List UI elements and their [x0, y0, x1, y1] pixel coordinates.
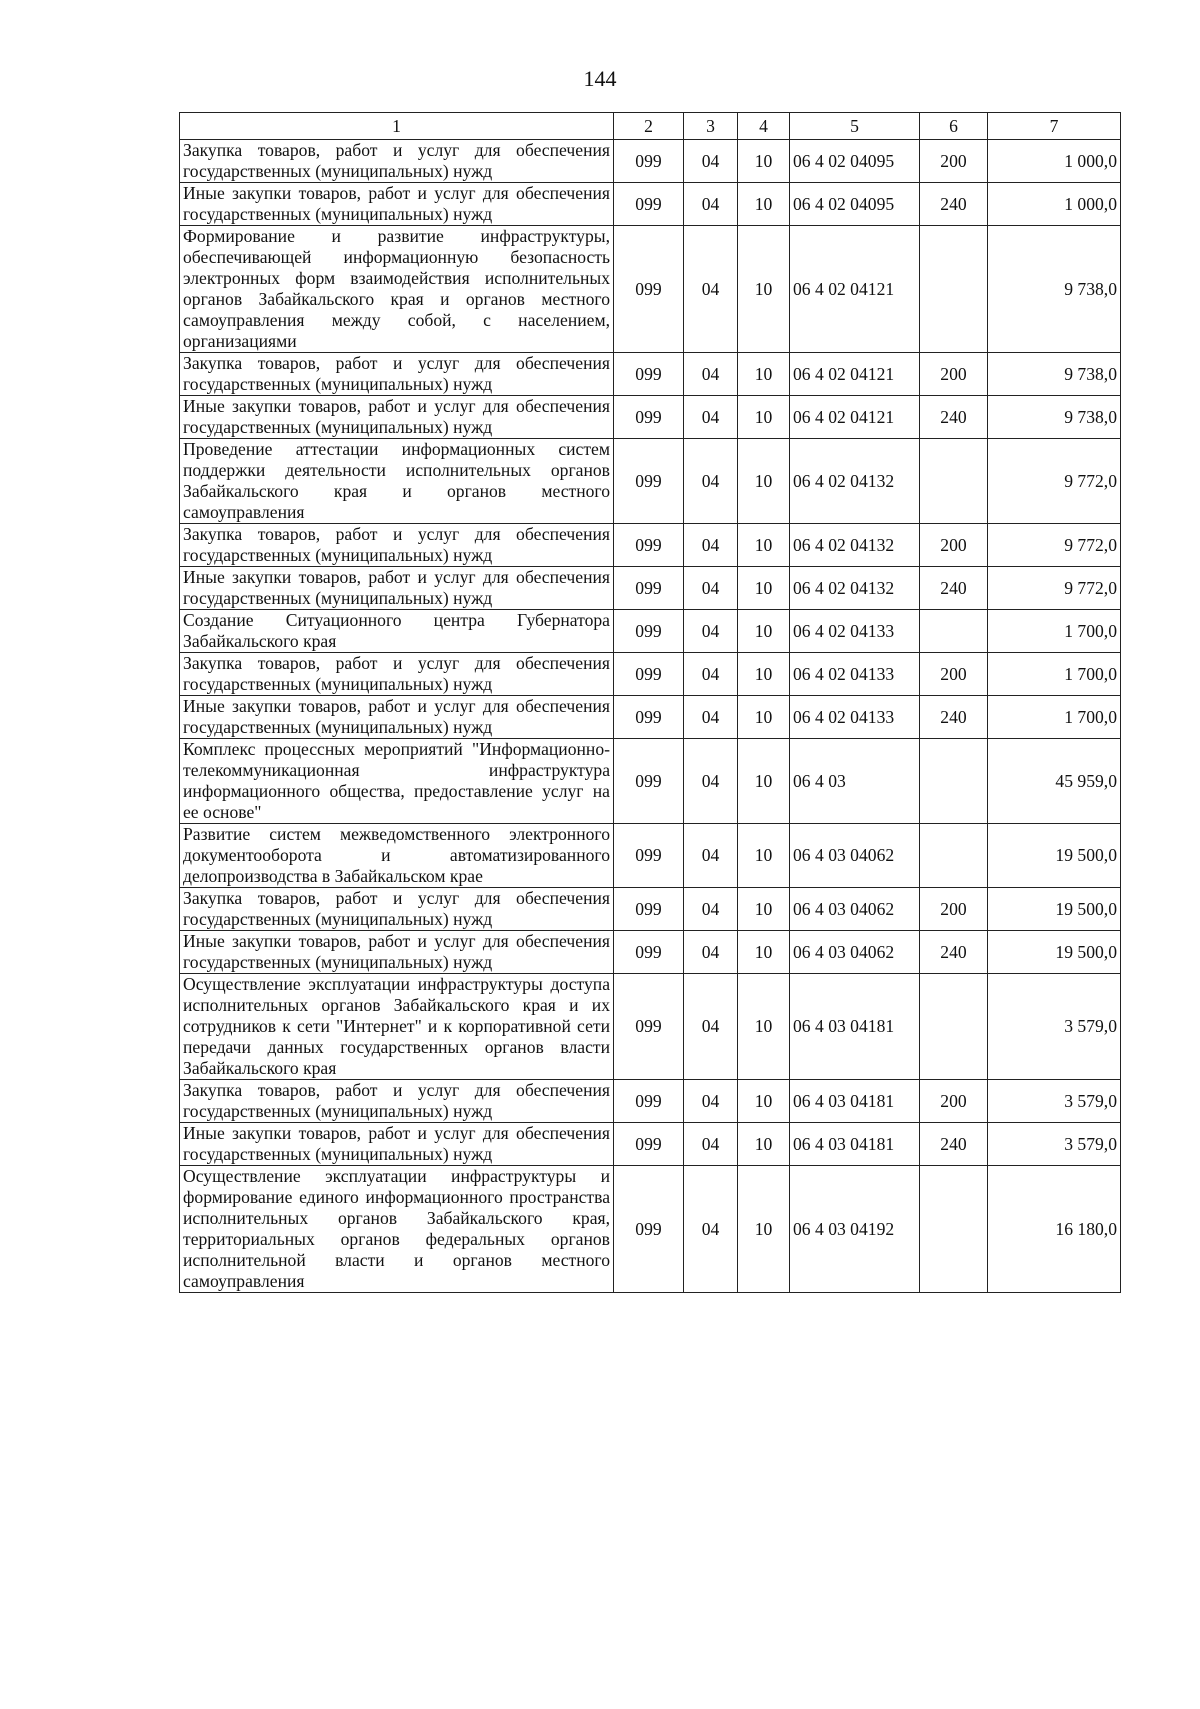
cell-expense-type: 240: [920, 696, 988, 739]
cell-expense-type: 200: [920, 524, 988, 567]
cell-section-code: 04: [684, 1080, 738, 1123]
cell-amount: 16 180,0: [988, 1166, 1121, 1293]
cell-subsection-code: 10: [738, 524, 790, 567]
row-description: Закупка товаров, работ и услуг для обеспечения государственных (муниципальных) нужд: [180, 140, 614, 183]
cell-section-code: 04: [684, 824, 738, 888]
cell-ministry-code: 099: [614, 610, 684, 653]
cell-ministry-code: 099: [614, 183, 684, 226]
row-description: Закупка товаров, работ и услуг для обеспечения государственных (муниципальных) нужд: [180, 653, 614, 696]
table-row: [180, 931, 1121, 974]
cell-ministry-code: 099: [614, 396, 684, 439]
cell-amount: 1 700,0: [988, 653, 1121, 696]
cell-target-article: 06 4 02 04095: [790, 140, 920, 183]
cell-subsection-code: 10: [738, 610, 790, 653]
cell-amount: 1 700,0: [988, 696, 1121, 739]
cell-amount: 9 772,0: [988, 567, 1121, 610]
cell-target-article: 06 4 03 04062: [790, 931, 920, 974]
row-description: Иные закупки товаров, работ и услуг для обеспечения государственных (муниципальных) нужд: [180, 567, 614, 610]
cell-ministry-code: 099: [614, 824, 684, 888]
cell-amount: 3 579,0: [988, 1080, 1121, 1123]
table-row: [180, 524, 1121, 567]
cell-ministry-code: 099: [614, 1080, 684, 1123]
header-col-7: 7: [988, 113, 1121, 140]
cell-expense-type: 240: [920, 931, 988, 974]
cell-amount: 9 772,0: [988, 524, 1121, 567]
header-col-3: 3: [684, 113, 738, 140]
cell-ministry-code: 099: [614, 1166, 684, 1293]
cell-expense-type: 240: [920, 396, 988, 439]
cell-subsection-code: 10: [738, 974, 790, 1080]
cell-expense-type: 240: [920, 1123, 988, 1166]
cell-amount: 9 772,0: [988, 439, 1121, 524]
cell-section-code: 04: [684, 888, 738, 931]
cell-target-article: 06 4 03 04181: [790, 1080, 920, 1123]
cell-amount: 19 500,0: [988, 824, 1121, 888]
cell-subsection-code: 10: [738, 1166, 790, 1293]
cell-subsection-code: 10: [738, 931, 790, 974]
cell-subsection-code: 10: [738, 888, 790, 931]
cell-subsection-code: 10: [738, 653, 790, 696]
row-description: Формирование и развитие инфраструктуры, обеспечивающей информационную безопасность электронных форм взаимодействия исполнительных органов Забайкальского края и органов местного самоуправления между собой, с населением, организациями: [180, 226, 614, 353]
row-description: Осуществление эксплуатации инфраструктуры доступа исполнительных органов Забайкальского края и их сотрудников к сети "Интернет" и к корпоративной сети передачи данных государственных органов власти Забайкальского края: [180, 974, 614, 1080]
table-row: [180, 353, 1121, 396]
cell-ministry-code: 099: [614, 696, 684, 739]
cell-ministry-code: 099: [614, 567, 684, 610]
cell-ministry-code: 099: [614, 739, 684, 824]
cell-section-code: 04: [684, 974, 738, 1080]
cell-subsection-code: 10: [738, 353, 790, 396]
cell-expense-type: [920, 439, 988, 524]
header-col-5: 5: [790, 113, 920, 140]
cell-target-article: 06 4 02 04095: [790, 183, 920, 226]
cell-subsection-code: 10: [738, 824, 790, 888]
table-row: [180, 824, 1121, 888]
table-row: [180, 653, 1121, 696]
cell-ministry-code: 099: [614, 931, 684, 974]
cell-target-article: 06 4 02 04133: [790, 610, 920, 653]
table-row: [180, 140, 1121, 183]
cell-section-code: 04: [684, 524, 738, 567]
row-description: Закупка товаров, работ и услуг для обеспечения государственных (муниципальных) нужд: [180, 524, 614, 567]
header-row: [180, 113, 1121, 140]
row-description: Иные закупки товаров, работ и услуг для обеспечения государственных (муниципальных) нужд: [180, 1123, 614, 1166]
cell-expense-type: [920, 824, 988, 888]
table-row: [180, 439, 1121, 524]
table-row: [180, 739, 1121, 824]
cell-subsection-code: 10: [738, 1123, 790, 1166]
cell-target-article: 06 4 02 04121: [790, 353, 920, 396]
cell-section-code: 04: [684, 567, 738, 610]
cell-subsection-code: 10: [738, 183, 790, 226]
cell-section-code: 04: [684, 439, 738, 524]
cell-section-code: 04: [684, 226, 738, 353]
cell-subsection-code: 10: [738, 226, 790, 353]
cell-expense-type: 240: [920, 183, 988, 226]
row-description: Иные закупки товаров, работ и услуг для обеспечения государственных (муниципальных) нужд: [180, 696, 614, 739]
cell-section-code: 04: [684, 140, 738, 183]
cell-section-code: 04: [684, 353, 738, 396]
cell-target-article: 06 4 02 04132: [790, 567, 920, 610]
cell-ministry-code: 099: [614, 888, 684, 931]
cell-subsection-code: 10: [738, 396, 790, 439]
cell-amount: 9 738,0: [988, 353, 1121, 396]
row-description: Создание Ситуационного центра Губернатора Забайкальского края: [180, 610, 614, 653]
cell-target-article: 06 4 02 04121: [790, 226, 920, 353]
cell-amount: 3 579,0: [988, 1123, 1121, 1166]
cell-amount: 1 700,0: [988, 610, 1121, 653]
cell-expense-type: 200: [920, 653, 988, 696]
header-col-4: 4: [738, 113, 790, 140]
row-description: Закупка товаров, работ и услуг для обеспечения государственных (муниципальных) нужд: [180, 353, 614, 396]
cell-ministry-code: 099: [614, 974, 684, 1080]
table-row: [180, 226, 1121, 353]
cell-ministry-code: 099: [614, 524, 684, 567]
cell-section-code: 04: [684, 396, 738, 439]
table-row: [180, 1080, 1121, 1123]
cell-expense-type: [920, 226, 988, 353]
cell-target-article: 06 4 03 04062: [790, 888, 920, 931]
cell-section-code: 04: [684, 653, 738, 696]
cell-target-article: 06 4 03 04062: [790, 824, 920, 888]
table-row: [180, 696, 1121, 739]
cell-subsection-code: 10: [738, 439, 790, 524]
cell-amount: 9 738,0: [988, 226, 1121, 353]
cell-section-code: 04: [684, 610, 738, 653]
row-description: Закупка товаров, работ и услуг для обеспечения государственных (муниципальных) нужд: [180, 888, 614, 931]
cell-target-article: 06 4 03 04181: [790, 1123, 920, 1166]
cell-expense-type: [920, 1166, 988, 1293]
cell-ministry-code: 099: [614, 140, 684, 183]
cell-target-article: 06 4 02 04133: [790, 653, 920, 696]
row-description: Осуществление эксплуатации инфраструктуры и формирование единого информационного пространства исполнительных органов Забайкальского края, территориальных органов федеральных органов исполнительной власти и органов местного самоуправления: [180, 1166, 614, 1293]
row-description: Комплекс процессных мероприятий "Информационно-телекоммуникационная инфраструктура информационного общества, предоставление услуг на ее основе": [180, 739, 614, 824]
cell-section-code: 04: [684, 183, 738, 226]
cell-ministry-code: 099: [614, 1123, 684, 1166]
header-col-1: 1: [180, 113, 614, 140]
cell-subsection-code: 10: [738, 140, 790, 183]
cell-expense-type: [920, 974, 988, 1080]
cell-expense-type: 200: [920, 140, 988, 183]
row-description: Развитие систем межведомственного электронного документооборота и автоматизированного делопроизводства в Забайкальском крае: [180, 824, 614, 888]
cell-ministry-code: 099: [614, 653, 684, 696]
table-row: [180, 567, 1121, 610]
cell-expense-type: 200: [920, 1080, 988, 1123]
cell-subsection-code: 10: [738, 567, 790, 610]
cell-amount: 9 738,0: [988, 396, 1121, 439]
cell-section-code: 04: [684, 931, 738, 974]
cell-target-article: 06 4 02 04132: [790, 524, 920, 567]
table-row: [180, 610, 1121, 653]
cell-amount: 19 500,0: [988, 888, 1121, 931]
table-row: [180, 1166, 1121, 1293]
cell-expense-type: [920, 610, 988, 653]
row-description: Проведение аттестации информационных систем поддержки деятельности исполнительных органов Забайкальского края и органов местного самоуправления: [180, 439, 614, 524]
cell-section-code: 04: [684, 696, 738, 739]
cell-target-article: 06 4 02 04132: [790, 439, 920, 524]
cell-section-code: 04: [684, 1166, 738, 1293]
page-number: 144: [583, 66, 617, 91]
cell-ministry-code: 099: [614, 353, 684, 396]
header-col-6: 6: [920, 113, 988, 140]
cell-target-article: 06 4 03 04192: [790, 1166, 920, 1293]
cell-subsection-code: 10: [738, 1080, 790, 1123]
cell-amount: 3 579,0: [988, 974, 1121, 1080]
cell-expense-type: 200: [920, 353, 988, 396]
cell-amount: 1 000,0: [988, 140, 1121, 183]
cell-expense-type: 200: [920, 888, 988, 931]
cell-subsection-code: 10: [738, 696, 790, 739]
table-row: [180, 183, 1121, 226]
cell-expense-type: 240: [920, 567, 988, 610]
cell-target-article: 06 4 03: [790, 739, 920, 824]
row-description: Закупка товаров, работ и услуг для обеспечения государственных (муниципальных) нужд: [180, 1080, 614, 1123]
cell-ministry-code: 099: [614, 439, 684, 524]
cell-target-article: 06 4 02 04133: [790, 696, 920, 739]
cell-expense-type: [920, 739, 988, 824]
cell-amount: 19 500,0: [988, 931, 1121, 974]
row-description: Иные закупки товаров, работ и услуг для обеспечения государственных (муниципальных) нужд: [180, 396, 614, 439]
row-description: Иные закупки товаров, работ и услуг для обеспечения государственных (муниципальных) нужд: [180, 183, 614, 226]
cell-amount: 1 000,0: [988, 183, 1121, 226]
cell-ministry-code: 099: [614, 226, 684, 353]
table-row: [180, 974, 1121, 1080]
cell-amount: 45 959,0: [988, 739, 1121, 824]
header-col-2: 2: [614, 113, 684, 140]
cell-target-article: 06 4 03 04181: [790, 974, 920, 1080]
cell-section-code: 04: [684, 1123, 738, 1166]
cell-subsection-code: 10: [738, 739, 790, 824]
row-description: Иные закупки товаров, работ и услуг для обеспечения государственных (муниципальных) нужд: [180, 931, 614, 974]
table-row: [180, 396, 1121, 439]
cell-section-code: 04: [684, 739, 738, 824]
budget-table: [179, 112, 1121, 1293]
cell-target-article: 06 4 02 04121: [790, 396, 920, 439]
table-row: [180, 888, 1121, 931]
table-row: [180, 1123, 1121, 1166]
